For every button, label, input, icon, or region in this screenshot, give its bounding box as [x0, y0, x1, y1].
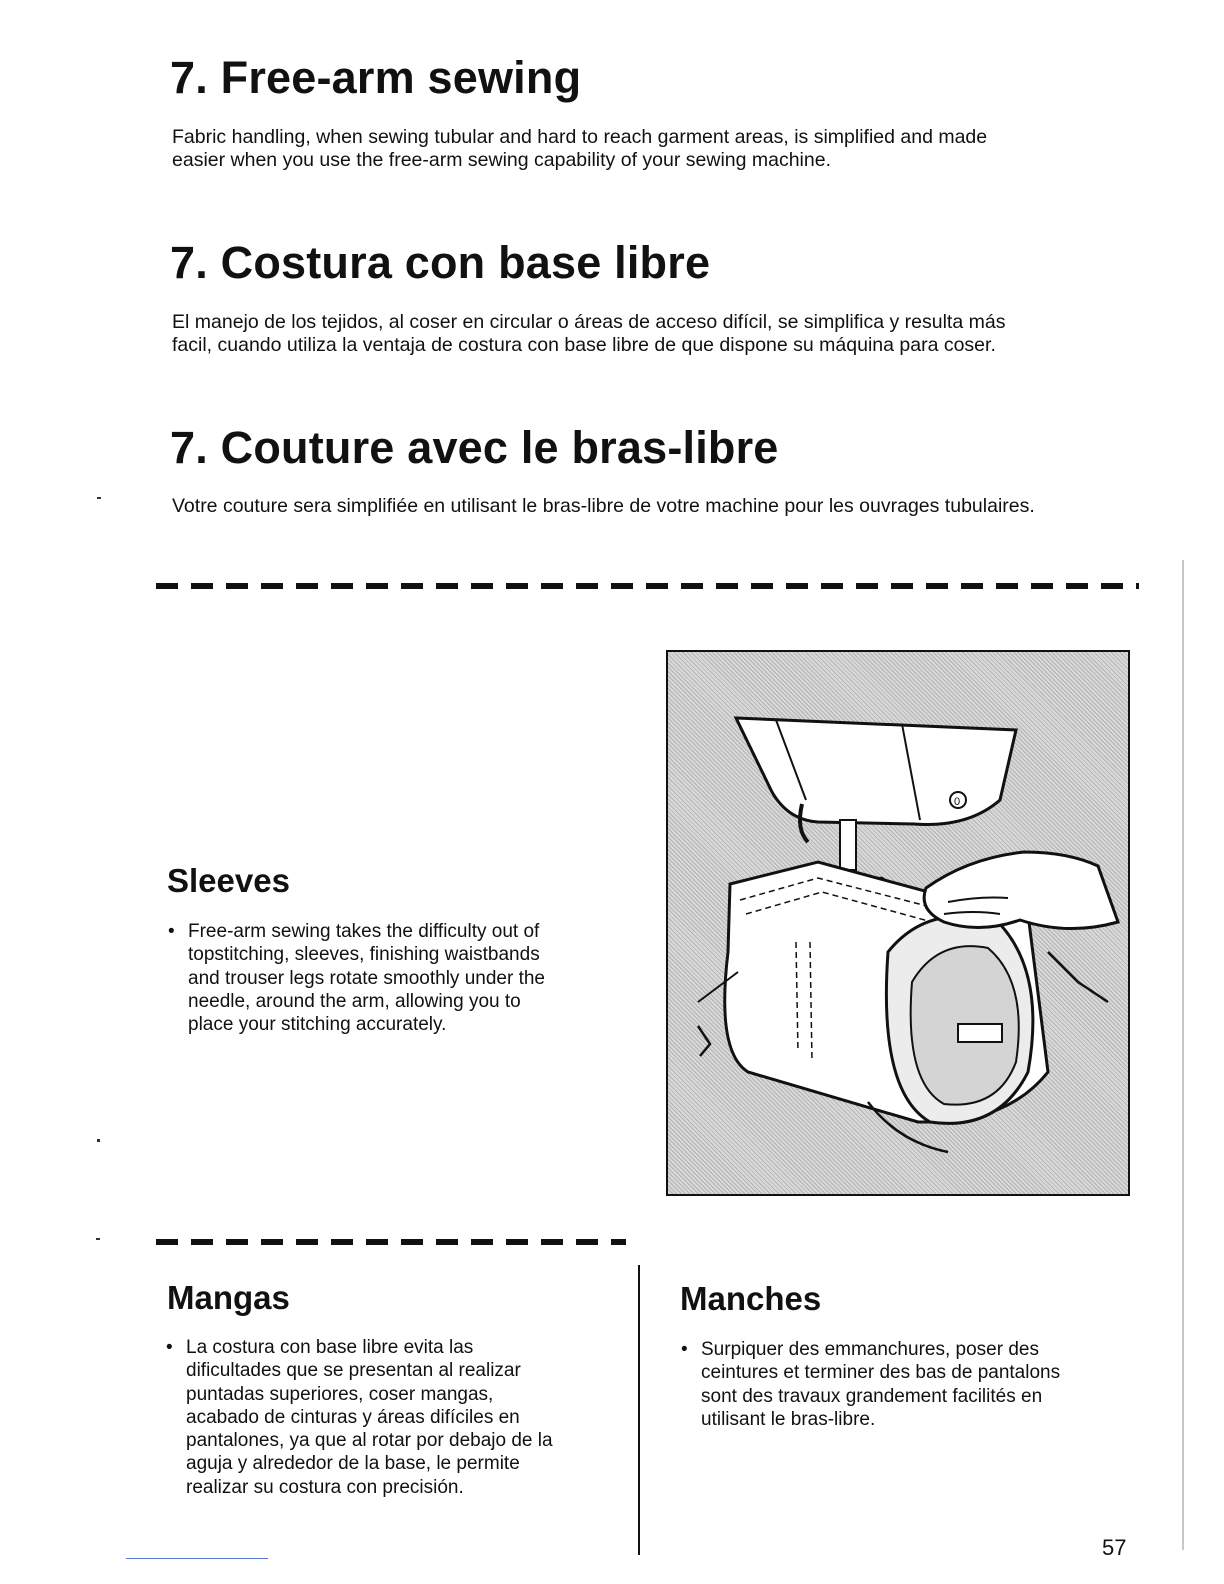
- sewing-machine-drawing: [668, 652, 1128, 1194]
- mangas-line: acabado de cinturas y áreas difíciles en: [186, 1406, 520, 1428]
- fabric-edge: [698, 1026, 710, 1056]
- heading-manches: Manches: [680, 1280, 822, 1317]
- page-number: 57: [1102, 1535, 1127, 1560]
- mangas-line: La costura con base libre evita las: [186, 1337, 474, 1358]
- mangas-bullet: [166, 1336, 626, 1499]
- scan-speck: [1182, 560, 1184, 1550]
- scan-speck: [96, 1238, 100, 1240]
- intro-spanish: [172, 311, 1005, 357]
- scan-speck: [97, 497, 101, 499]
- mangas-line: puntadas superiores, coser mangas,: [186, 1383, 494, 1405]
- manches-bullet: [681, 1338, 1131, 1431]
- bed-plate: [958, 1024, 1002, 1042]
- intro-english-line-1: Fabric handling, when sewing tubular and hard to reach garment areas, is simplified and made: [172, 126, 988, 148]
- fabric-edge: [1048, 952, 1108, 1002]
- manches-line: Surpiquer des emmanchures, poser des: [701, 1339, 1039, 1360]
- dashed-separator-short: [156, 1239, 626, 1245]
- intro-spanish-line-1: El manejo de los tejidos, al coser en circular o áreas de acceso difícil, se simplifica y resulta más: [172, 311, 1006, 333]
- mangas-line: realizar su costura con precisión.: [186, 1476, 464, 1498]
- heading-sleeves: Sleeves: [167, 862, 290, 899]
- heading-mangas: Mangas: [167, 1279, 290, 1316]
- sleeves-line: topstitching, sleeves, finishing waistbands: [188, 944, 540, 966]
- mangas-line: aguja y alrededor de la base, le permite: [186, 1453, 520, 1475]
- manches-line: sont des travaux grandement facilités en: [701, 1385, 1043, 1407]
- free-arm-sewing-illustration: [666, 650, 1130, 1196]
- intro-english-line-2: easier when you use the free-arm sewing capability of your sewing machine.: [172, 149, 832, 171]
- sleeves-bullet: [168, 920, 612, 1036]
- column-divider: [638, 1265, 640, 1555]
- dashed-separator-full: [156, 583, 1139, 589]
- intro-english: [172, 126, 987, 172]
- machine-head: [736, 718, 1016, 825]
- scan-speck: [97, 1139, 100, 1142]
- title-free-arm-sewing: 7. Free-arm sewing: [170, 52, 582, 103]
- sleeves-line: Free-arm sewing takes the difficulty out of: [188, 921, 540, 942]
- manches-line: ceintures et terminer des bas de pantalons: [701, 1362, 1061, 1384]
- intro-french: Votre couture sera simplifiée en utilisant le bras-libre de votre machine pour les ouvrages tubulaires.: [172, 495, 1035, 517]
- dial-mark: 0: [954, 796, 961, 808]
- title-costura-con-base-libre: 7. Costura con base libre: [170, 237, 711, 288]
- footer-line: [126, 1558, 268, 1559]
- sleeves-line: and trouser legs rotate smoothly under the: [188, 967, 545, 989]
- sleeves-line: needle, around the arm, allowing you to: [188, 990, 521, 1012]
- mangas-line: pantalones, ya que al rotar por debajo de la: [186, 1430, 553, 1452]
- title-couture-avec-le-bras-libre: 7. Couture avec le bras-libre: [170, 422, 779, 473]
- hand: [924, 852, 1118, 929]
- manches-line: utilisant le bras-libre.: [701, 1408, 876, 1430]
- sleeves-line: place your stitching accurately.: [188, 1014, 447, 1036]
- needle-bar: [840, 820, 856, 870]
- mangas-line: dificultades que se presentan al realizar: [186, 1360, 521, 1382]
- intro-spanish-line-2: facil, cuando utiliza la ventaja de costura con base libre de que dispone su máquina para coser.: [172, 334, 996, 356]
